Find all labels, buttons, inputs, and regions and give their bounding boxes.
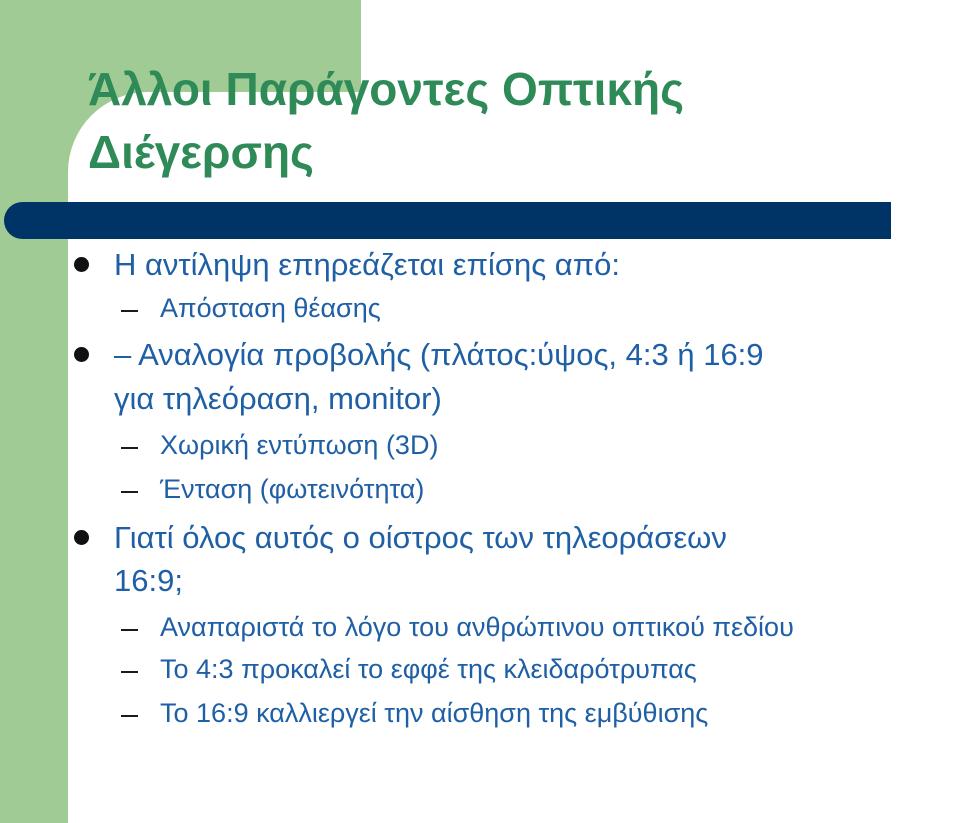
title-line-1: Άλλοι Παράγοντες Οπτικής	[88, 63, 685, 115]
sub-item-1	[160, 291, 381, 325]
sub-item-2	[160, 428, 438, 462]
dash-bullet-icon	[121, 491, 138, 493]
title-divider-bar	[4, 202, 891, 239]
sub-item-5-text: Το 4:3 προκαλεί το εφφέ της κλειδαρότρυπας	[160, 654, 697, 684]
bullet-item-3	[114, 519, 727, 557]
dash-bullet-icon	[121, 447, 138, 449]
sub-item-3	[160, 472, 424, 506]
bullet-dot-icon	[74, 530, 89, 545]
sub-item-4	[160, 610, 794, 644]
bullet-dot-icon	[74, 257, 89, 272]
dash-bullet-icon	[121, 310, 138, 312]
slide-title	[88, 58, 928, 184]
bullet-item-2	[114, 336, 764, 374]
sub-item-2-text: Χωρική εντύπωση (3D)	[160, 430, 439, 460]
bullet-item-2-cont	[114, 380, 442, 418]
bullet-dot-icon	[74, 347, 89, 362]
sub-item-1-text: Απόσταση θέασης	[160, 293, 381, 323]
title-line-2: Διέγερσης	[88, 126, 314, 178]
bullet-item-2-line-1: – Αναλογία προβολής (πλάτος:ύψος, 4:3 ή 16:9	[114, 337, 764, 372]
bullet-item-1	[114, 246, 620, 284]
dash-bullet-icon	[121, 629, 138, 631]
bullet-item-2-line-2: για τηλεόραση, monitor)	[114, 381, 442, 416]
sub-item-4-text: Αναπαριστά το λόγο του ανθρώπινου οπτικού πεδίου	[160, 612, 794, 642]
bullet-item-1-text: Η αντίληψη επηρεάζεται επίσης από:	[114, 247, 620, 282]
sub-item-6	[160, 696, 708, 730]
sub-item-5	[160, 652, 697, 686]
sub-item-3-text: Ένταση (φωτεινότητα)	[160, 474, 425, 504]
bullet-item-3-line-1: Γιατί όλος αυτός ο οίστρος των τηλεοράσεων	[114, 520, 727, 555]
dash-bullet-icon	[121, 715, 138, 717]
bullet-item-3-line-2: 16:9;	[114, 563, 183, 598]
dash-bullet-icon	[121, 671, 138, 673]
sub-item-6-text: Το 16:9 καλλιεργεί την αίσθηση της εμβύθισης	[160, 698, 709, 728]
bullet-item-3-cont	[114, 562, 183, 600]
